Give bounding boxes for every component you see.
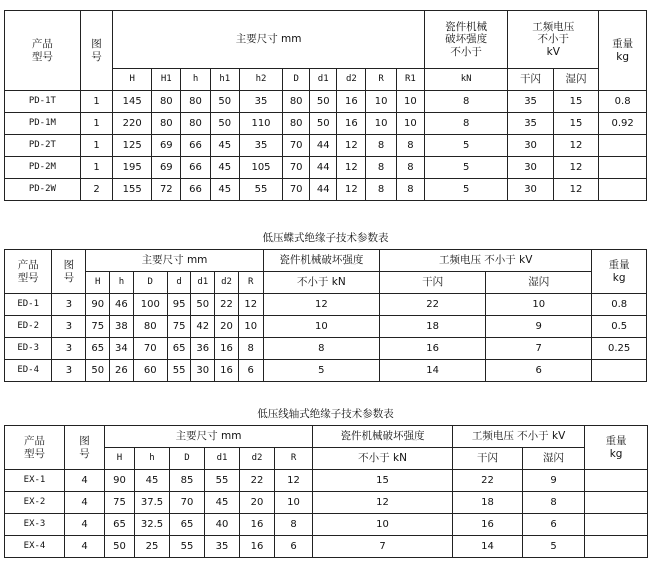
table-cell: 16 <box>453 514 523 536</box>
table-cell: 3 <box>52 360 86 382</box>
table-cell: 70 <box>283 179 310 201</box>
table-cell: 35 <box>508 91 553 113</box>
table-cell: 45 <box>135 470 170 492</box>
table-cell: 70 <box>133 338 167 360</box>
table-cell: 20 <box>240 492 275 514</box>
table-row <box>5 338 647 360</box>
table-cell: 8 <box>396 157 424 179</box>
table-cell: 10 <box>396 91 424 113</box>
model-cell: EX-3 <box>5 514 65 536</box>
table-cell: 22 <box>215 294 239 316</box>
table-cell: 16 <box>380 338 486 360</box>
table-cell: 36 <box>191 338 215 360</box>
table-cell <box>585 492 648 514</box>
table-cell: 44 <box>310 157 337 179</box>
table-cell: 4 <box>65 536 105 558</box>
table-cell: 69 <box>152 157 181 179</box>
header-figure: 图 号 <box>52 250 86 294</box>
table-cell: 8 <box>396 135 424 157</box>
header-sub-dim: H <box>105 448 135 470</box>
table-cell: 75 <box>167 316 191 338</box>
header-sub-dim: D <box>283 69 310 91</box>
table-cell: 10 <box>238 316 263 338</box>
table-cell: 44 <box>310 135 337 157</box>
spool-insulator-table <box>4 425 648 558</box>
spool-table-caption: 低压线轴式绝缘子技术参数表 <box>257 408 394 420</box>
table-cell: 12 <box>313 492 453 514</box>
table-cell: 0.8 <box>599 91 647 113</box>
table-row <box>5 294 647 316</box>
table-cell: 8 <box>424 91 507 113</box>
model-cell: PD-2W <box>5 179 81 201</box>
table-cell: 55 <box>167 360 191 382</box>
table-cell: 55 <box>170 536 205 558</box>
table-cell: 35 <box>508 113 553 135</box>
header-sub-dim: D <box>133 272 167 294</box>
table-cell: 66 <box>181 157 210 179</box>
table-cell: 3 <box>52 338 86 360</box>
table-cell: 65 <box>170 514 205 536</box>
table-row <box>5 360 647 382</box>
table-cell: 8 <box>396 179 424 201</box>
header-voltage: 工频电压 不小于 kV <box>380 250 592 272</box>
model-cell: PD-1T <box>5 91 81 113</box>
header-sub-dim: d <box>167 272 191 294</box>
table-cell: 145 <box>113 91 152 113</box>
table-cell: 12 <box>263 294 379 316</box>
table-cell: 50 <box>210 91 239 113</box>
header-mech-strength: 瓷件机械 破坏强度 不小于 <box>424 11 507 69</box>
header-sub-dim: h2 <box>239 69 282 91</box>
table-row <box>5 179 647 201</box>
header-sub-dim: R <box>275 448 313 470</box>
table-cell: 10 <box>396 113 424 135</box>
table-cell: 80 <box>133 316 167 338</box>
table-cell: 15 <box>553 113 598 135</box>
header-weight: 重量 kg <box>599 11 647 91</box>
table-cell: 7 <box>486 338 592 360</box>
header-model: 产品 型号 <box>5 11 81 91</box>
header-figure: 图 号 <box>80 11 112 91</box>
header-mech-min: 不小于 kN <box>313 448 453 470</box>
table-cell: 72 <box>152 179 181 201</box>
table-row <box>5 135 647 157</box>
table-cell: 80 <box>181 113 210 135</box>
table-cell: 10 <box>263 316 379 338</box>
table-cell <box>599 157 647 179</box>
table-row <box>5 536 648 558</box>
table-row <box>5 514 648 536</box>
header-sub-dim: d1 <box>205 448 240 470</box>
model-cell: PD-2T <box>5 135 81 157</box>
table-cell: 12 <box>553 179 598 201</box>
header-model: 产品 型号 <box>5 250 52 294</box>
table-cell: 90 <box>86 294 110 316</box>
header-sub-dim: h1 <box>210 69 239 91</box>
table-cell: 125 <box>113 135 152 157</box>
table-cell: 0.5 <box>592 316 647 338</box>
table-cell: 14 <box>380 360 486 382</box>
table-cell: 50 <box>105 536 135 558</box>
table-cell: 69 <box>152 135 181 157</box>
table-cell: 16 <box>215 360 239 382</box>
table-cell: 3 <box>52 294 86 316</box>
header-sub-dim: R1 <box>396 69 424 91</box>
table-cell: 30 <box>508 135 553 157</box>
table-cell: 4 <box>65 492 105 514</box>
header-sub-dim: d2 <box>240 448 275 470</box>
table-cell: 50 <box>86 360 110 382</box>
table-cell: 14 <box>453 536 523 558</box>
table-cell: 1 <box>80 113 112 135</box>
header-main-dims: 主要尺寸 mm <box>86 250 263 272</box>
table-cell: 8 <box>366 179 396 201</box>
table-cell: 50 <box>191 294 215 316</box>
table-cell: 12 <box>337 179 366 201</box>
table-cell <box>585 536 648 558</box>
table-row <box>5 91 647 113</box>
table-cell: 80 <box>152 91 181 113</box>
table-cell: 20 <box>215 316 239 338</box>
table-cell: 16 <box>337 91 366 113</box>
table-cell: 1 <box>80 157 112 179</box>
table-cell: 25 <box>135 536 170 558</box>
table-cell: 65 <box>105 514 135 536</box>
header-main-dims: 主要尺寸 mm <box>113 11 425 69</box>
model-cell: ED-2 <box>5 316 52 338</box>
butterfly-table-caption: 低压蝶式绝缘子技术参数表 <box>262 232 389 244</box>
table-cell: 45 <box>210 157 239 179</box>
table-cell: 34 <box>110 338 134 360</box>
table-cell <box>599 179 647 201</box>
table-cell: 85 <box>170 470 205 492</box>
table-cell: 42 <box>191 316 215 338</box>
table-cell: 75 <box>105 492 135 514</box>
table-cell: 6 <box>238 360 263 382</box>
table-cell: 195 <box>113 157 152 179</box>
table-cell: 10 <box>366 113 396 135</box>
table-cell: 80 <box>152 113 181 135</box>
table-cell: 66 <box>181 179 210 201</box>
table-cell: 95 <box>167 294 191 316</box>
table-cell: 37.5 <box>135 492 170 514</box>
header-sub-dim: d2 <box>215 272 239 294</box>
table-cell: 6 <box>523 514 585 536</box>
table-cell: 8 <box>523 492 585 514</box>
table-cell: 8 <box>275 514 313 536</box>
table-cell: 5 <box>523 536 585 558</box>
table-cell: 1 <box>80 135 112 157</box>
table-cell <box>585 514 648 536</box>
table-cell: 75 <box>86 316 110 338</box>
table-cell: 16 <box>240 514 275 536</box>
table-cell: 80 <box>283 113 310 135</box>
table3-body <box>5 470 648 558</box>
header-weight: 重量 kg <box>592 250 647 294</box>
table-cell: 12 <box>337 135 366 157</box>
table-row <box>5 157 647 179</box>
table-cell: 110 <box>239 113 282 135</box>
table-cell: 22 <box>380 294 486 316</box>
table-cell: 65 <box>86 338 110 360</box>
header-sub-dim: h <box>181 69 210 91</box>
table-cell: 3 <box>52 316 86 338</box>
table-row <box>5 316 647 338</box>
table-cell <box>592 360 647 382</box>
table-cell: 40 <box>205 514 240 536</box>
header-voltage: 工频电压 不小于 kV <box>453 426 585 448</box>
table-cell: 50 <box>210 113 239 135</box>
header-sub-dim: d2 <box>337 69 366 91</box>
header-dry-flash: 干闪 <box>508 69 553 91</box>
table-cell: 1 <box>80 91 112 113</box>
table-cell: 6 <box>486 360 592 382</box>
table-cell: 5 <box>424 157 507 179</box>
table-cell: 44 <box>310 179 337 201</box>
model-cell: EX-2 <box>5 492 65 514</box>
table-cell: 12 <box>275 470 313 492</box>
table-cell: 0.92 <box>599 113 647 135</box>
table-row <box>5 113 647 135</box>
table-cell: 70 <box>283 135 310 157</box>
table-cell: 35 <box>239 91 282 113</box>
table-row <box>5 492 648 514</box>
header-dry-flash: 干闪 <box>380 272 486 294</box>
table-cell: 15 <box>313 470 453 492</box>
model-cell: PD-1M <box>5 113 81 135</box>
table-cell: 2 <box>80 179 112 201</box>
table-cell: 46 <box>110 294 134 316</box>
table-cell: 90 <box>105 470 135 492</box>
header-voltage: 工频电压 不小于 kV <box>508 11 599 69</box>
table-cell: 45 <box>210 135 239 157</box>
table-cell: 9 <box>486 316 592 338</box>
table-cell: 8 <box>238 338 263 360</box>
header-mech-strength: 瓷件机械破坏强度 <box>313 426 453 448</box>
header-sub-dim: H <box>86 272 110 294</box>
table2-body <box>5 294 647 382</box>
table-cell: 105 <box>239 157 282 179</box>
table-row <box>5 470 648 492</box>
table-cell: 30 <box>508 179 553 201</box>
table-cell: 155 <box>113 179 152 201</box>
header-sub-dim: R <box>366 69 396 91</box>
table-cell: 4 <box>65 470 105 492</box>
table-cell: 8 <box>366 135 396 157</box>
table-cell: 12 <box>553 157 598 179</box>
table-cell: 70 <box>170 492 205 514</box>
header-wet-flash: 湿闪 <box>553 69 598 91</box>
header-mech-min: 不小于 kN <box>263 272 379 294</box>
pin-insulator-table <box>4 10 647 201</box>
model-cell: ED-4 <box>5 360 52 382</box>
header-sub-dim: H <box>113 69 152 91</box>
table-cell: 80 <box>181 91 210 113</box>
table-cell: 7 <box>313 536 453 558</box>
model-cell: ED-3 <box>5 338 52 360</box>
table-cell: 35 <box>239 135 282 157</box>
table-cell: 45 <box>205 492 240 514</box>
table-cell: 100 <box>133 294 167 316</box>
table-cell: 8 <box>366 157 396 179</box>
table-cell: 10 <box>486 294 592 316</box>
header-mech-unit: kN <box>424 69 507 91</box>
table-cell: 10 <box>313 514 453 536</box>
table-cell: 16 <box>337 113 366 135</box>
header-mech-strength: 瓷件机械破坏强度 <box>263 250 379 272</box>
header-sub-dim: R <box>238 272 263 294</box>
table-cell: 70 <box>283 157 310 179</box>
header-weight: 重量 kg <box>585 426 648 470</box>
table-cell: 0.8 <box>592 294 647 316</box>
table-cell: 30 <box>191 360 215 382</box>
table-cell: 50 <box>310 91 337 113</box>
header-dry-flash: 干闪 <box>453 448 523 470</box>
table-cell: 35 <box>205 536 240 558</box>
table-cell: 60 <box>133 360 167 382</box>
header-wet-flash: 湿闪 <box>523 448 585 470</box>
model-cell: ED-1 <box>5 294 52 316</box>
table-cell: 55 <box>205 470 240 492</box>
table-cell: 6 <box>275 536 313 558</box>
table-cell: 8 <box>424 113 507 135</box>
table-cell: 9 <box>523 470 585 492</box>
header-sub-dim: d1 <box>191 272 215 294</box>
table-cell: 22 <box>240 470 275 492</box>
table-cell: 55 <box>239 179 282 201</box>
table-cell: 18 <box>453 492 523 514</box>
table-cell: 0.25 <box>592 338 647 360</box>
model-cell: EX-1 <box>5 470 65 492</box>
table-cell: 12 <box>337 157 366 179</box>
header-sub-dim: D <box>170 448 205 470</box>
table-cell: 220 <box>113 113 152 135</box>
header-sub-dim: h <box>135 448 170 470</box>
table-cell: 16 <box>215 338 239 360</box>
model-cell: PD-2M <box>5 157 81 179</box>
table-cell: 18 <box>380 316 486 338</box>
table-cell: 22 <box>453 470 523 492</box>
table-cell: 32.5 <box>135 514 170 536</box>
table-cell: 26 <box>110 360 134 382</box>
header-sub-dim: H1 <box>152 69 181 91</box>
header-main-dims: 主要尺寸 mm <box>105 426 313 448</box>
table-cell: 66 <box>181 135 210 157</box>
header-figure: 图 号 <box>65 426 105 470</box>
table-cell: 12 <box>238 294 263 316</box>
table-cell: 30 <box>508 157 553 179</box>
table-cell: 65 <box>167 338 191 360</box>
table-cell: 38 <box>110 316 134 338</box>
table-cell: 5 <box>424 135 507 157</box>
table-cell: 12 <box>553 135 598 157</box>
table-cell: 5 <box>424 179 507 201</box>
header-wet-flash: 湿闪 <box>486 272 592 294</box>
table-cell <box>599 135 647 157</box>
table-cell: 50 <box>310 113 337 135</box>
table-cell: 15 <box>553 91 598 113</box>
table1-body <box>5 91 647 201</box>
table-cell <box>585 470 648 492</box>
table-cell: 5 <box>263 360 379 382</box>
table-cell: 4 <box>65 514 105 536</box>
header-model: 产品 型号 <box>5 426 65 470</box>
table-cell: 80 <box>283 91 310 113</box>
header-sub-dim: h <box>110 272 134 294</box>
butterfly-insulator-table <box>4 249 647 382</box>
table-cell: 10 <box>366 91 396 113</box>
table-cell: 45 <box>210 179 239 201</box>
table-cell: 10 <box>275 492 313 514</box>
table-cell: 16 <box>240 536 275 558</box>
model-cell: EX-4 <box>5 536 65 558</box>
table-cell: 8 <box>263 338 379 360</box>
header-sub-dim: d1 <box>310 69 337 91</box>
